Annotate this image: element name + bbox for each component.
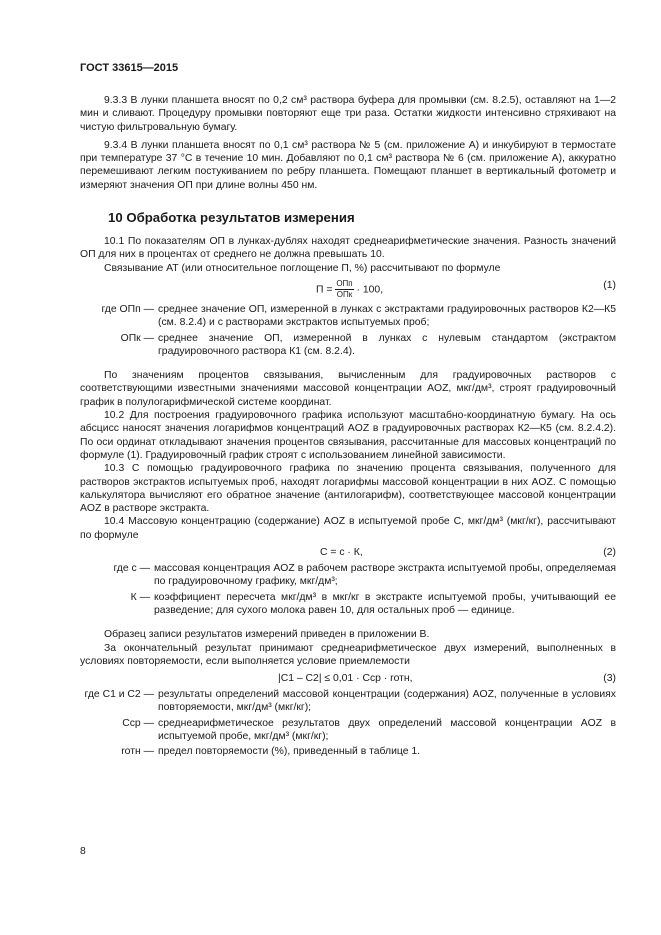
formula-1-lhs: П = [316,284,333,296]
formula-2-number: (2) [603,547,616,559]
paragraph-10-1-graph: По значениям процентов связывания, вычисленным для градуировочных растворов с соответствующими известными значениями массовой концентрации AOZ, мкг/дм³, строят градуировочный график в полулогарифмической системе координат. [80,370,616,408]
formula-2 [80,542,616,562]
definition-item [80,332,616,359]
definition-text: результаты определений массовой концентрации (содержания) AOZ, полученные в условиях повторяемости, мкг/дм³ (мкг/кг); [158,689,616,714]
definition-label: где с — [113,563,150,575]
formula-1 [80,275,616,303]
definition-item [80,717,616,744]
definition-label: rотн — [121,746,154,758]
formula-1-number: (1) [603,279,616,291]
paragraph-10-1: 10.1 По показателям ОП в лунках-дублях находят среднеарифметические значения. Разность значений ОП для них в процентах от среднего не должна превышать 10. [80,236,616,261]
definitions-formula-1 [80,303,616,358]
definition-label: где ОПп — [101,303,154,315]
paragraph-final-result: За окончательный результат принимают среднеарифметическое двух измерений, выполненных в условиях повторяемости, если выполняется условие приемлемости [80,642,616,667]
definition-label: Сср — [122,717,154,729]
definitions-formula-3 [80,688,616,758]
formula-3 [80,668,616,688]
definition-text: среднеарифметическое результатов двух определений массовой концентрации AOZ в испытуемой пробе, мкг/дм³ (мкг/кг); [158,717,616,742]
paragraph-10-3: 10.3 С помощью градуировочного графика по значению процента связывания, полученного для растворов экстрактов испытуемых проб, находят логарифмы массовой концентрации в них AOZ. С помощью калькулятора вычисляют его обратное значение (антилогарифм), соответствующее массовой концентрации AOZ в растворе экстракта. [80,463,616,515]
paragraph-9-3-4: 9.3.4 В лунки планшета вносят по 0,1 см³ раствора № 5 (см. приложение А) и инкубируют в термостате при температуре 37 °С в течение 10 мин. Добавляют по 0,1 см³ раствора № 6 (см. приложение А), аккуратно перемешивают легким постукиванием по ребру планшета. Помещают планшет в вертикальный фотометр и измеряют значения ОП при длине волны 450 нм. [80,139,616,191]
definition-item [80,562,616,589]
definition-text: массовая концентрация AOZ в рабочем растворе экстракта испытуемой пробы, определяемая по градуировочному графику, мкг/дм³; [154,563,616,588]
formula-1-numerator: ОПп [336,278,353,288]
definition-label: ОПк — [120,332,154,344]
definition-item [80,303,616,330]
formula-1-fraction [335,279,353,300]
page-number: 8 [80,846,86,857]
paragraph-10-2: 10.2 Для построения градуировочного графика используют масштабно-координатную бумагу. На ось абсцисс наносят значения логарифмов концентраций AOZ в градуировочных растворах К2—К5 (см. 8.2.4.2). По оси ординат откладывают значения процентов связывания, рассчитанные для массовых концентраций по формуле (1). Градуировочный график строят с использованием линейной зависимости. [80,410,616,461]
paragraph-sample-record: Образец записи результатов измерений приведен в приложении В. [104,629,430,641]
paragraph-10-1-formula-intro: Связывание АТ (или относительное поглощение П, %) рассчитывают по формуле [104,262,501,274]
definition-text: предел повторяемости (%), приведенный в таблице 1. [158,746,421,758]
definition-item [80,591,616,618]
definition-label: где С1 и С2 — [84,689,154,701]
definition-text: среднее значение ОП, измеренной в лунках с экстрактами градуировочных растворов К2—К5 (см. 8.2.4) и с растворами экстрактов испытуемых проб; [158,303,616,329]
definition-text: коэффициент пересчета мкг/дм³ в мкг/кг в экстракте испытуемой пробы, учитывающий ее разведение; для сухого молока равен 10, для остальных проб — единице. [154,591,616,616]
definition-label: К — [130,591,150,603]
formula-3-number: (3) [603,673,616,685]
paragraph-9-3-3: 9.3.3 В лунки планшета вносят по 0,2 см³ раствора буфера для промывки (см. 8.2.5), оставляют на 1—2 мин и сливают. Процедуру промывки повторяют еще три раза. Остатки жидкости интенсивно стряхивают на чистую фильтровальную бумагу. [80,95,616,133]
definitions-formula-2 [80,562,616,617]
definition-item [80,688,616,715]
section-heading: 10 Обработка результатов измерения [108,210,355,226]
definition-text: среднее значение ОП, измеренной в лунках с нулевым стандартом (экстрактом градуировочного раствора К1 (см. 8.2.4). [158,332,616,357]
formula-1-rhs: · 100, [356,284,384,296]
document-body [80,94,616,759]
paragraph-10-4: 10.4 Массовую концентрацию (содержание) AOZ в испытуемой пробе С, мкг/дм³ (мкг/кг), рассчитывают по формуле [80,516,616,541]
page-header-standard: ГОСТ 33615—2015 [80,62,179,74]
formula-2-expression: С = с · К, [320,547,363,559]
formula-1-denominator: ОПк [336,289,353,299]
formula-3-expression: |С1 – С2| ≤ 0,01 · Сср · rотн, [278,673,413,685]
definition-item [80,745,616,758]
